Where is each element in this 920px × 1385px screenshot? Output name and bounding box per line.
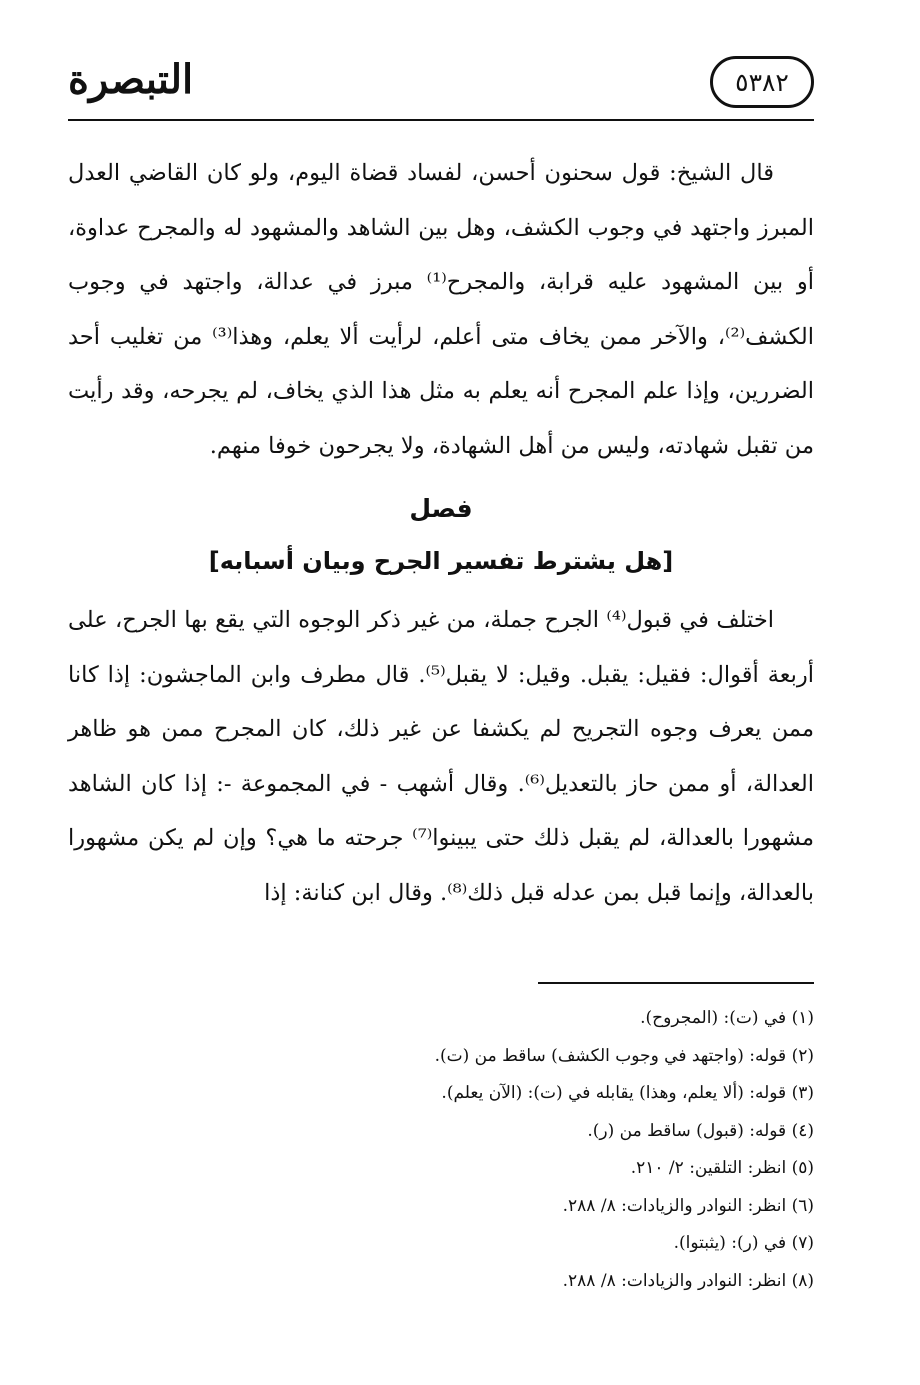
footnote-4: (٤) قوله: (قبول) ساقط من (ر). xyxy=(587,1120,814,1141)
footnote-6: (٦) انظر: النوادر والزيادات: ٨/ ٢٨٨. xyxy=(562,1195,814,1216)
paragraph-1: قال الشيخ: قول سحنون أحسن، لفساد قضاة اليوم، ولو كان القاضي العدل المبرز واجتهد في وجوب الكشف، وهل بين الشاهد والمشهود له والمجرح عداوة، أو بين المشهود عليه قرابة، والمجرح⁽¹⁾ مبرز في عدالة، واجتهد في وجوب الكشف⁽²⁾، والآخر ممن يخاف متى أعلم، لرأيت ألا يعلم، وهذا⁽³⁾ من تغليب أحد الضررين، وإذا علم المجرح أنه يعلم به مثل هذا الذي يخاف، لم يجرحه، وقد رأيت من تقبل شهادته، وليس من أهل الشهادة، ولا يجرحون خوفا منهم. xyxy=(68,160,815,459)
main-text xyxy=(68,146,814,920)
page-number-badge xyxy=(710,56,814,108)
footnote-5: (٥) انظر: التلقين: ٢/ ٢١٠. xyxy=(630,1158,814,1178)
section-subtitle: [هل يشترط تفسير الجرح وبيان أسبابه] xyxy=(208,547,674,575)
page-number: ٥٣٨٢ xyxy=(735,68,789,97)
footnotes-list xyxy=(68,1000,814,1300)
footnote-separator xyxy=(538,982,814,984)
page-header xyxy=(68,48,814,118)
header-rule xyxy=(68,119,814,121)
footnote-3: (٣) قوله: (ألا يعلم، وهذا) يقابله في (ت): (الآن يعلم). xyxy=(441,1083,814,1103)
footnote-7: (٧) في (ر): (يثبتوا). xyxy=(673,1233,814,1253)
book-title: التبصرة xyxy=(68,56,194,103)
footnote-8: (٨) انظر: النوادر والزيادات: ٨/ ٢٨٨. xyxy=(562,1270,814,1291)
section-title: فصل xyxy=(409,494,473,523)
footnote-2: (٢) قوله: (واجتهد في وجوب الكشف) ساقط من (ت). xyxy=(434,1045,814,1066)
paragraph-2: اختلف في قبول⁽⁴⁾ الجرح جملة، من غير ذكر الوجوه التي يقع بها الجرح، على أربعة أقوال: فقيل: يقبل. وقيل: لا يقبل⁽⁵⁾. قال مطرف وابن الماجشون: إذا كانا ممن يعرف وجوه التجريح لم يكشفا عن غير ذلك، كان المجرح ممن هو ظاهر العدالة، أو ممن حاز بالتعديل⁽⁶⁾. وقال أشهب - في المجموعة -: إذا كان الشاهد مشهورا بالعدالة، لم يقبل ذلك حتى يبينوا⁽⁷⁾ جرحته ما هي؟ وإن لم يكن مشهورا بالعدالة، وإنما قبل بمن عدله قبل ذلك⁽⁸⁾. وقال ابن كنانة: إذا xyxy=(68,607,815,906)
footnote-1: (١) في (ت): (المجروح). xyxy=(640,1008,814,1028)
